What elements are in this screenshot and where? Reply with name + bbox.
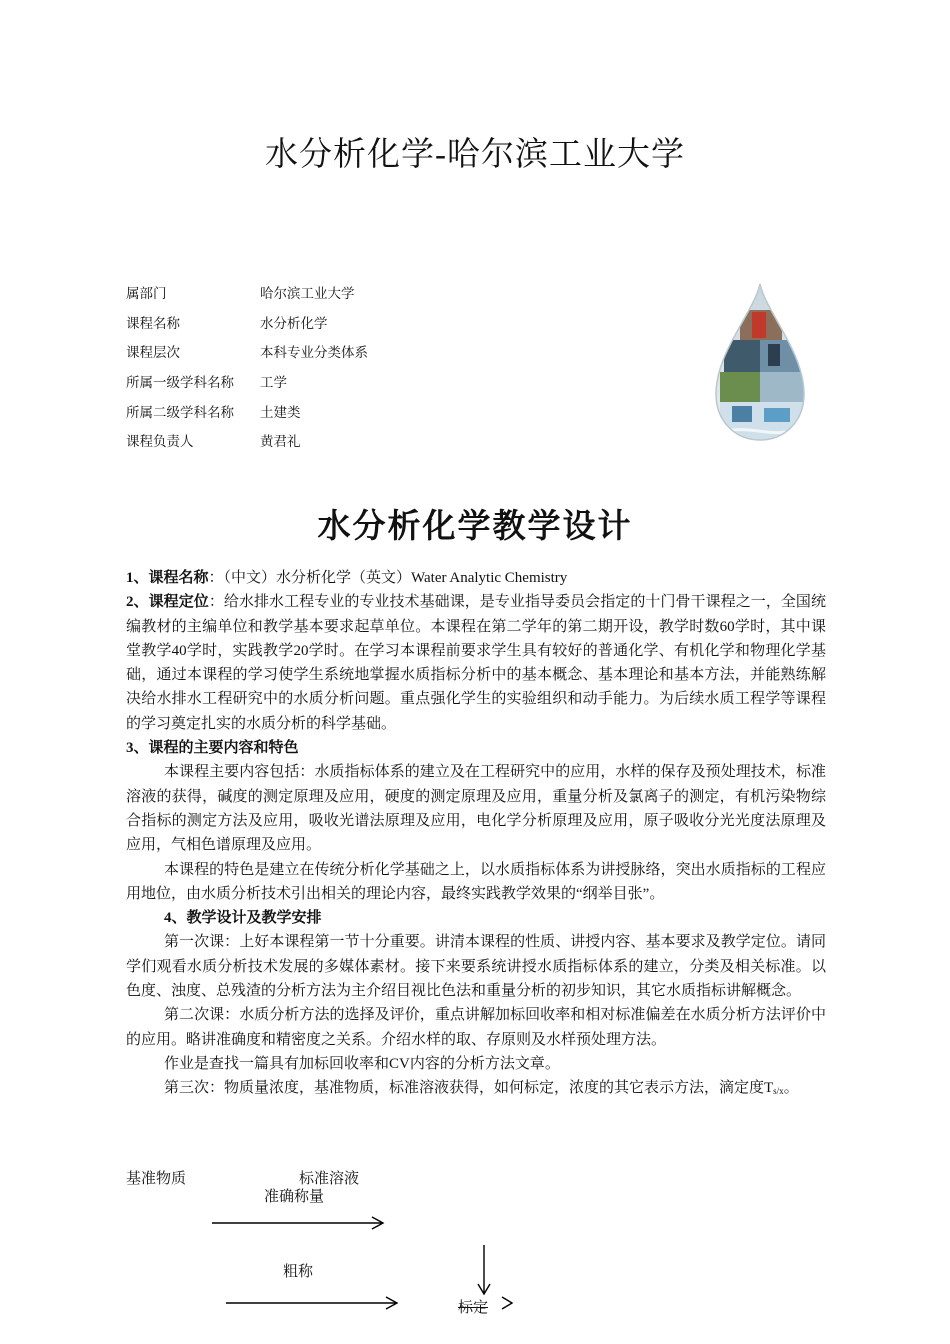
paragraph: 作业是查找一篇具有加标回收率和CV内容的分析方法文章。 <box>164 1055 560 1072</box>
section-text: 给水排水工程专业的专业技术基础课，是专业指导委员会指定的十门骨干课程之一，全国统编教材的主编单位和教学基本要求起草单位。本课程在第二学年的第二期开设，教学时数60学时，其中课堂教学40学时，实践教学20学时。在学习本课程前要求学生具有较好的普通化学、有机化学和物理化学基础，通过本课程的学习使学生系统地掌握水质指标分析中的基本概念、基本理论和基本方法，并能熟练解决给水排水工程研究中的水质分析问题。重点强化学生的实验组织和动手能力。为后续水质工程学等课程的学习奠定扎实的水质分析的科学基础。 <box>126 594 826 732</box>
section-label: 2、课程定位 <box>126 594 209 611</box>
label-standard-solution: 标准溶液 <box>299 1171 360 1187</box>
section-course-name <box>126 566 826 590</box>
paragraph: 本课程的特色是建立在传统分析化学基础之上，以水质指标体系为讲授脉络，突出水质指标的工程应用地位，由水质分析技术引出相关的理论内容，最终实践教学效果的“纲举目张”。 <box>126 861 826 902</box>
section-text: （中文）水分析化学（英文）Water Analytic Chemistry <box>223 570 568 586</box>
arrow-calibrate-head <box>502 1297 512 1309</box>
paragraph-main: 第三次：物质量浓度，基准物质，标准溶液获得，如何标定，浓度的其它表示方法，滴定度T <box>164 1080 774 1097</box>
standard-solution-diagram <box>0 1160 950 1344</box>
info-value: 水分析化学 <box>260 315 328 331</box>
info-row <box>126 277 368 307</box>
info-key: 课程名称 <box>126 315 180 331</box>
label-calibrate: 标定 <box>458 1300 489 1316</box>
label-accurate-weigh: 准确称量 <box>264 1189 325 1205</box>
course-info-table <box>126 277 368 455</box>
document-title: 水分析化学教学设计 <box>317 509 633 545</box>
document-body <box>126 566 826 1104</box>
section-colon: ： <box>208 594 224 611</box>
diagram-arrows <box>0 1160 950 1344</box>
info-row <box>126 366 368 396</box>
info-key: 课程层次 <box>126 345 180 361</box>
label-rough-weigh: 粗称 <box>283 1264 314 1280</box>
label-base-substance: 基准物质 <box>126 1171 187 1187</box>
paragraph: 第二次课：水质分析方法的选择及评价，重点讲解加标回收率和相对标准偏差在水质分析方法评价中的应用。略讲准确度和精密度之关系。介绍水样的取、存原则及水样预处理方法。 <box>126 1007 826 1048</box>
info-row <box>126 336 368 366</box>
info-key: 所属一级学科名称 <box>126 374 234 390</box>
info-row <box>126 425 368 455</box>
paragraph <box>126 1076 826 1103</box>
water-drop-collage-image <box>712 282 808 442</box>
paragraph: 本课程主要内容包括：水质指标体系的建立及在工程研究中的应用，水样的保存及预处理技术，标准溶液的获得，碱度的测定原理及应用，硬度的测定原理及应用，重量分析及氯离子的测定，有机污染物综合指标的测定方法及应用，吸收光谱法原理及应用，电化学分析原理及应用，原子吸收分光光度法原理及应用，气相色谱原理及应用。 <box>126 764 826 854</box>
heading-text: 3、课程的主要内容和特色 <box>126 740 299 757</box>
heading-text: 4、教学设计及教学安排 <box>164 910 322 927</box>
section-heading-design <box>126 906 826 930</box>
section-heading-content <box>126 736 826 760</box>
paragraph-end: 。 <box>783 1080 799 1097</box>
info-row <box>126 396 368 426</box>
info-key: 属部门 <box>126 285 167 301</box>
info-value: 哈尔滨工业大学 <box>260 285 355 301</box>
subscript: s/x <box>773 1086 784 1097</box>
section-label: 1、课程名称 <box>126 570 209 586</box>
page-title: 水分析化学-哈尔滨工业大学 <box>265 137 685 173</box>
info-key: 课程负责人 <box>126 434 194 450</box>
info-value: 工学 <box>260 374 287 390</box>
info-value: 黄君礼 <box>260 434 301 450</box>
section-course-positioning <box>126 590 826 736</box>
paragraph: 第一次课：上好本课程第一节十分重要。讲清本课程的性质、讲授内容、基本要求及教学定位。请同学们观看水质分析技术发展的多媒体素材。接下来要系统讲授水质指标体系的建立，分类及相关标准。以色度、浊度、总残渣的分析方法为主介绍目视比色法和重量分析的初步知识，其它水质指标讲解概念。 <box>126 934 826 1000</box>
section-colon: ： <box>208 570 224 586</box>
info-value: 土建类 <box>260 404 301 420</box>
info-key: 所属二级学科名称 <box>126 404 234 420</box>
info-value: 本科专业分类体系 <box>260 345 368 361</box>
info-row <box>126 307 368 337</box>
